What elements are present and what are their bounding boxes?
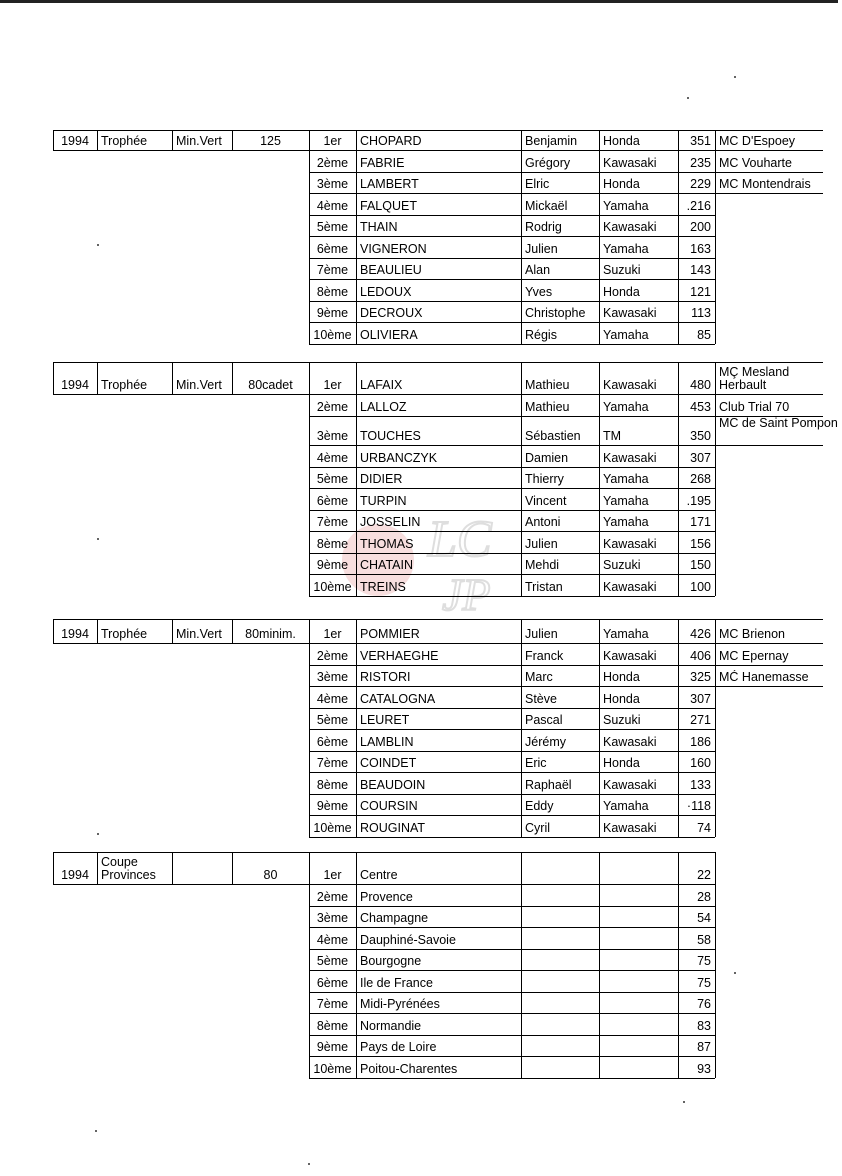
row-first-name: Julien: [525, 627, 558, 641]
row-name: POMMIER: [360, 627, 420, 641]
row-points: .216: [686, 198, 711, 213]
row-club: Club Trial 70: [719, 399, 790, 414]
section-event: Trophée: [101, 627, 148, 641]
table-rule: [715, 643, 823, 644]
row-points: 453: [690, 399, 711, 414]
row-bike: Kawasaki: [603, 777, 657, 792]
table-rule: [53, 394, 309, 395]
row-points: 54: [697, 911, 711, 925]
table-rule: [309, 279, 715, 280]
row-bike: [599, 911, 678, 925]
row-name: LEDOUX: [360, 284, 412, 299]
row-points: 171: [690, 515, 711, 529]
row-name: CHATAIN: [360, 558, 414, 572]
row-name: THAIN: [360, 220, 398, 234]
row-club: MC Vouharte: [719, 155, 792, 170]
row-points: 325: [690, 670, 711, 684]
row-first-name: Régis: [525, 327, 557, 342]
row-place: 4ème: [316, 450, 349, 465]
section-event: Trophée: [101, 378, 148, 392]
row-place: 8ème: [316, 284, 349, 299]
row-place: 4ème: [316, 198, 349, 213]
row-place: 10ème: [313, 820, 352, 835]
row-bike: Kawasaki: [603, 155, 657, 170]
row-name: Normandie: [360, 1018, 422, 1033]
section-class: 80cadet: [248, 378, 293, 392]
row-bike: [599, 933, 678, 947]
section-event: Trophée: [101, 134, 148, 148]
row-bike: Yamaha: [603, 515, 649, 529]
row-place: 5ème: [316, 472, 349, 486]
table-rule: [309, 729, 715, 730]
row-points: 426: [690, 627, 711, 641]
row-place: 2ème: [316, 648, 349, 663]
section-class: 80minim.: [245, 627, 296, 641]
row-name: Provence: [360, 889, 413, 904]
row-bike: [599, 954, 678, 968]
row-first-name: [521, 890, 599, 904]
row-first-name: Sébastien: [525, 429, 581, 443]
row-first-name: Cyril: [525, 820, 550, 835]
table-rule: [309, 1035, 715, 1036]
table-rule: [309, 553, 715, 554]
row-points: 235: [690, 155, 711, 170]
row-first-name: [521, 1062, 599, 1076]
row-bike: Honda: [603, 691, 640, 706]
table-rule: [309, 531, 715, 532]
row-first-name: Vincent: [525, 493, 567, 508]
row-club: MC Epernay: [719, 648, 789, 663]
table-rule: [309, 488, 715, 489]
row-place: 7ème: [316, 756, 349, 770]
row-bike: Kawasaki: [603, 734, 657, 749]
svg-text:LC: LC: [428, 511, 492, 568]
row-bike: Yamaha: [603, 799, 649, 813]
table-rule: [309, 301, 715, 302]
row-bike: [599, 1062, 678, 1076]
row-place: 8ème: [316, 777, 349, 792]
row-bike: Yamaha: [603, 493, 649, 508]
row-first-name: Jérémy: [525, 734, 566, 749]
row-points: 406: [690, 648, 711, 663]
row-name: VERHAEGHE: [360, 648, 439, 663]
table-rule: [309, 215, 715, 216]
section-event: Coupe Provinces: [101, 856, 156, 882]
row-points: 22: [697, 868, 711, 882]
row-bike: [599, 997, 678, 1011]
row-bike: Kawasaki: [603, 648, 657, 663]
row-bike: [599, 976, 678, 990]
row-name: CHOPARD: [360, 134, 422, 148]
row-place: 6ème: [316, 493, 349, 508]
section-category: Min.Vert: [176, 378, 222, 392]
row-name: LALLOZ: [360, 399, 407, 414]
row-bike: Kawasaki: [603, 378, 657, 392]
row-first-name: [521, 933, 599, 947]
table-rule: [309, 1013, 715, 1014]
table-rule: [309, 852, 715, 853]
row-first-name: Mickaël: [525, 198, 568, 213]
table-rule: [53, 619, 309, 620]
row-bike: Yamaha: [603, 198, 649, 213]
row-first-name: Mathieu: [525, 399, 570, 414]
row-first-name: Damien: [525, 450, 569, 465]
row-place: 2ème: [316, 889, 349, 904]
section-class: 125: [260, 134, 281, 148]
row-place: 2ème: [316, 399, 349, 414]
row-first-name: Stève: [525, 691, 557, 706]
row-place: 8ème: [316, 1018, 349, 1033]
table-rule: [309, 467, 715, 468]
row-name: FABRIE: [360, 155, 405, 170]
row-points: 307: [690, 691, 711, 706]
row-points: 307: [690, 450, 711, 465]
table-rule: [309, 794, 715, 795]
table-rule: [309, 927, 715, 928]
section-category: [172, 868, 232, 882]
row-first-name: [521, 997, 599, 1011]
row-bike: Yamaha: [603, 327, 649, 342]
scan-top-edge: [0, 0, 838, 3]
row-points: 76: [697, 997, 711, 1011]
table-rule: [715, 852, 716, 1078]
table-rule: [309, 708, 715, 709]
row-bike: Kawasaki: [603, 306, 657, 320]
table-rule: [309, 665, 715, 666]
table-rule: [309, 1056, 715, 1057]
row-name: ROUGINAT: [360, 820, 426, 835]
svg-text:JP: JP: [442, 569, 491, 620]
row-points: 28: [697, 889, 711, 904]
table-rule: [309, 236, 715, 237]
row-place: 9ème: [316, 1040, 349, 1054]
table-rule: [309, 362, 823, 363]
row-club: MĆ Hanemasse: [719, 670, 809, 684]
row-points: 351: [690, 134, 711, 148]
table-rule: [53, 884, 309, 885]
row-first-name: Pascal: [525, 713, 563, 727]
row-bike: Kawasaki: [603, 450, 657, 465]
row-points: 100: [690, 579, 711, 594]
row-name: FALQUET: [360, 198, 417, 213]
row-place: 1er: [323, 134, 342, 148]
row-points: 75: [697, 954, 711, 968]
table-rule: [309, 643, 715, 644]
table-rule: [309, 130, 823, 131]
row-first-name: Tristan: [525, 579, 563, 594]
row-points: 200: [690, 220, 711, 234]
row-name: JOSSELIN: [360, 515, 421, 529]
row-name: TURPIN: [360, 493, 407, 508]
row-points: 156: [690, 536, 711, 551]
row-place: 5ème: [316, 220, 349, 234]
row-first-name: [521, 868, 599, 882]
row-place: 10ème: [313, 327, 352, 342]
row-bike: Yamaha: [603, 472, 649, 486]
row-name: Ile de France: [360, 975, 433, 990]
table-rule: [309, 416, 715, 417]
row-name: LAMBERT: [360, 177, 419, 191]
section-category: Min.Vert: [176, 627, 222, 641]
row-points: 480: [690, 378, 711, 392]
row-place: 7ème: [316, 515, 349, 529]
row-points: 160: [690, 756, 711, 770]
row-place: 8ème: [316, 536, 349, 551]
table-rule: [53, 852, 309, 853]
row-place: 6ème: [316, 734, 349, 749]
row-points: 133: [690, 777, 711, 792]
row-points: 350: [690, 429, 711, 443]
table-rule: [309, 258, 715, 259]
row-points: 58: [697, 932, 711, 947]
table-rule: [715, 445, 823, 446]
row-bike: Suzuki: [603, 713, 641, 727]
table-rule: [309, 772, 715, 773]
row-place: 3ème: [316, 670, 349, 684]
row-name: COINDET: [360, 756, 417, 770]
row-place: 3ème: [316, 911, 349, 925]
table-rule: [309, 884, 715, 885]
row-club: MC de Saint Pompon: [719, 417, 838, 430]
row-first-name: Eddy: [525, 799, 554, 813]
table-rule: [309, 751, 715, 752]
row-points: 163: [690, 241, 711, 256]
table-rule: [309, 906, 715, 907]
row-bike: Honda: [603, 177, 640, 191]
row-first-name: Raphaël: [525, 777, 572, 792]
row-points: 229: [690, 177, 711, 191]
row-bike: [599, 890, 678, 904]
row-name: URBANCZYK: [360, 450, 438, 465]
row-bike: Honda: [603, 756, 640, 770]
section-class: 80: [263, 868, 278, 882]
row-bike: Suzuki: [603, 558, 641, 572]
row-place: 6ème: [316, 241, 349, 256]
row-place: 10ème: [313, 1061, 352, 1076]
row-first-name: Rodrig: [525, 220, 562, 234]
row-bike: Kawasaki: [603, 820, 657, 835]
row-name: OLIVIERA: [360, 327, 418, 342]
section-year: 1994: [61, 627, 89, 641]
table-rule: [309, 596, 715, 597]
table-rule: [309, 150, 715, 151]
row-place: 3ème: [316, 177, 349, 191]
row-points: 85: [697, 327, 711, 342]
row-first-name: [521, 911, 599, 925]
row-first-name: Marc: [525, 670, 553, 684]
row-club: MC Montendrais: [719, 177, 811, 191]
row-name: Pays de Loire: [360, 1040, 437, 1054]
row-first-name: Eric: [525, 756, 547, 770]
row-name: BEAUDOIN: [360, 777, 426, 792]
row-place: 5ème: [316, 954, 349, 968]
row-name: CATALOGNA: [360, 691, 436, 706]
row-first-name: Yves: [525, 284, 553, 299]
table-rule: [715, 193, 823, 194]
row-name: LEURET: [360, 713, 410, 727]
row-first-name: Julien: [525, 241, 558, 256]
row-name: TOUCHES: [360, 429, 421, 443]
row-place: 5ème: [316, 713, 349, 727]
row-first-name: [521, 1019, 599, 1033]
table-rule: [309, 686, 715, 687]
row-name: TREINS: [360, 579, 406, 594]
row-place: 2ème: [316, 155, 349, 170]
row-first-name: Elric: [525, 177, 550, 191]
row-bike: Suzuki: [603, 263, 641, 277]
row-place: 7ème: [316, 997, 349, 1011]
row-name: VIGNERON: [360, 241, 427, 256]
table-rule: [309, 574, 715, 575]
row-place: 10ème: [313, 579, 352, 594]
row-bike: Honda: [603, 284, 640, 299]
row-name: Poitou-Charentes: [360, 1061, 458, 1076]
row-place: 1er: [323, 378, 342, 392]
row-points: 83: [697, 1018, 711, 1033]
table-rule: [309, 172, 715, 173]
row-points: 93: [697, 1061, 711, 1076]
row-name: Midi-Pyrénées: [360, 997, 440, 1011]
row-name: THOMAS: [360, 536, 414, 551]
row-name: Champagne: [360, 911, 429, 925]
row-bike: Kawasaki: [603, 220, 657, 234]
row-bike: Yamaha: [603, 399, 649, 414]
row-name: BEAULIEU: [360, 263, 422, 277]
row-club: MÇ Mesland Herbault: [719, 366, 790, 392]
row-first-name: Christophe: [525, 306, 586, 320]
section-year: 1994: [61, 378, 89, 392]
row-points: 121: [690, 284, 711, 299]
row-first-name: Julien: [525, 536, 558, 551]
row-place: 7ème: [316, 263, 349, 277]
row-name: DECROUX: [360, 306, 423, 320]
row-bike: Honda: [603, 670, 640, 684]
row-first-name: Antoni: [525, 515, 561, 529]
table-rule: [309, 193, 715, 194]
table-rule: [715, 150, 823, 151]
row-place: 9ème: [316, 799, 349, 813]
row-club: MC D'Espoey: [719, 134, 796, 148]
row-place: 9ème: [316, 306, 349, 320]
row-bike: [599, 1019, 678, 1033]
row-bike: TM: [603, 429, 622, 443]
row-place: 4ème: [316, 691, 349, 706]
row-place: 1er: [323, 868, 342, 882]
row-place: 1er: [323, 627, 342, 641]
table-rule: [53, 130, 309, 131]
row-points: 186: [690, 734, 711, 749]
table-rule: [309, 394, 715, 395]
row-place: 6ème: [316, 975, 349, 990]
table-rule: [309, 970, 715, 971]
row-bike: [599, 868, 678, 882]
table-rule: [309, 619, 823, 620]
row-name: DIDIER: [360, 472, 403, 486]
row-bike: Honda: [603, 134, 640, 148]
row-name: LAMBLIN: [360, 734, 414, 749]
row-first-name: [521, 1040, 599, 1054]
table-rule: [309, 1078, 715, 1079]
row-bike: Yamaha: [603, 241, 649, 256]
row-name: LAFAIX: [360, 378, 403, 392]
row-first-name: Thierry: [525, 472, 564, 486]
row-name: Bourgogne: [360, 954, 422, 968]
row-points: 268: [690, 472, 711, 486]
row-first-name: [521, 954, 599, 968]
table-rule: [715, 394, 823, 395]
table-rule: [715, 665, 823, 666]
row-first-name: Benjamin: [525, 134, 578, 148]
row-first-name: Franck: [525, 648, 564, 663]
row-points: 87: [697, 1040, 711, 1054]
table-rule: [53, 150, 309, 151]
row-first-name: Mathieu: [525, 378, 570, 392]
row-bike: Yamaha: [603, 627, 649, 641]
row-points: .195: [686, 493, 711, 508]
row-place: 9ème: [316, 558, 349, 572]
row-first-name: Mehdi: [525, 558, 560, 572]
row-bike: [599, 1040, 678, 1054]
table-rule: [309, 445, 715, 446]
table-rule: [309, 510, 715, 511]
table-rule: [715, 362, 716, 596]
row-bike: Kawasaki: [603, 579, 657, 594]
section-year: 1994: [61, 134, 89, 148]
row-club: MC Brienon: [719, 627, 785, 641]
row-points: 74: [697, 820, 711, 835]
section-year: 1994: [61, 868, 89, 882]
row-points: 271: [690, 713, 711, 727]
row-points: 150: [690, 558, 711, 572]
table-rule: [309, 949, 715, 950]
table-rule: [309, 344, 715, 345]
row-points: 143: [690, 263, 711, 277]
table-rule: [309, 815, 715, 816]
row-place: 3ème: [316, 429, 349, 443]
row-points: 75: [697, 975, 711, 990]
row-points: ·118: [686, 799, 711, 813]
table-rule: [715, 686, 823, 687]
row-first-name: Grégory: [525, 155, 571, 170]
section-category: Min.Vert: [176, 134, 222, 148]
table-rule: [53, 362, 309, 363]
row-name: RISTORI: [360, 670, 411, 684]
table-rule: [309, 322, 715, 323]
row-name: COURSIN: [360, 799, 418, 813]
table-rule: [309, 992, 715, 993]
row-name: Dauphiné-Savoie: [360, 932, 456, 947]
table-rule: [53, 643, 309, 644]
row-first-name: [521, 976, 599, 990]
row-name: Centre: [360, 868, 398, 882]
row-points: 113: [691, 306, 711, 320]
row-first-name: Alan: [525, 263, 551, 277]
table-rule: [715, 172, 823, 173]
row-bike: Kawasaki: [603, 536, 657, 551]
table-rule: [309, 837, 715, 838]
row-place: 4ème: [316, 932, 349, 947]
